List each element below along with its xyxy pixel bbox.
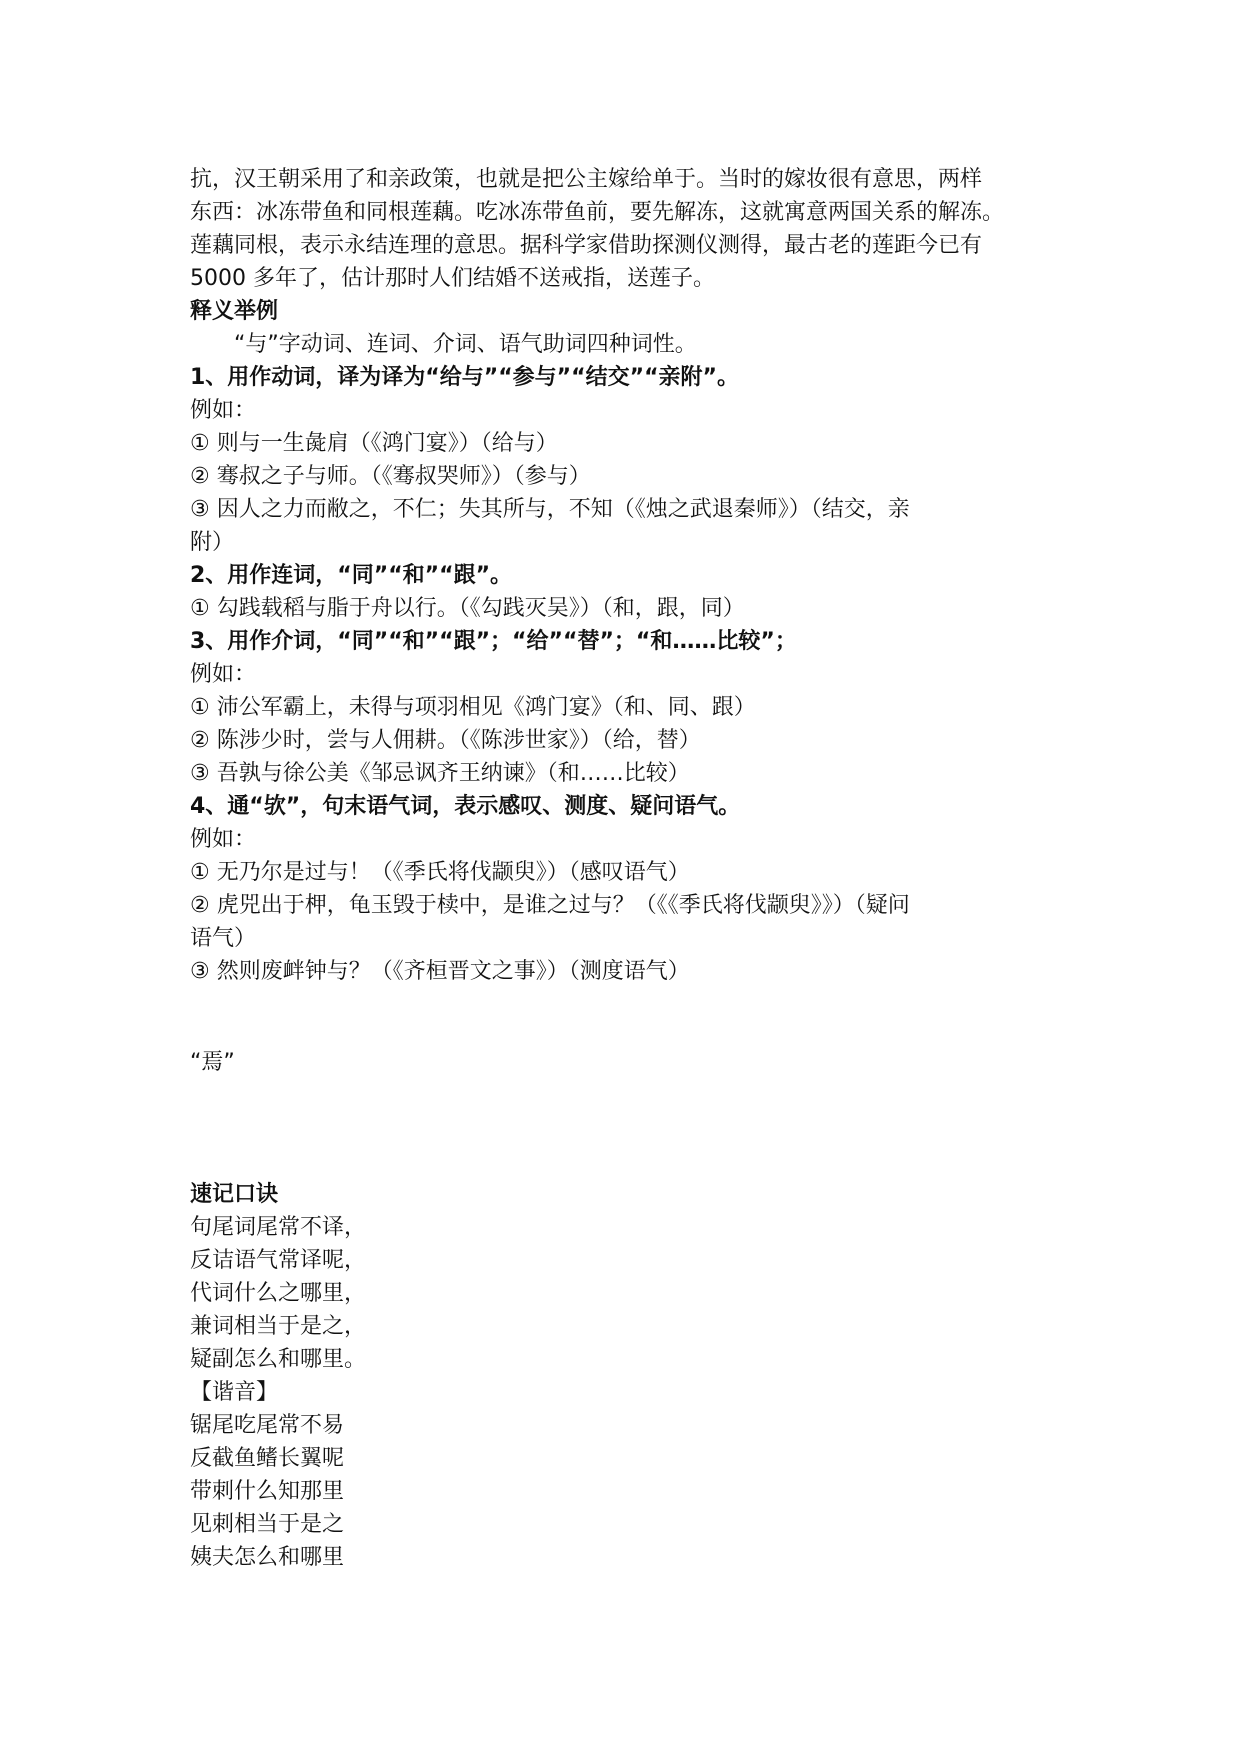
- usage-heading: 3、用作介词，“同”“和”“跟”；“给”“替”；“和……比较”；: [190, 629, 797, 654]
- example-item: ① 无乃尔是过与！（《季氏将伐颛臾》）（感叹语气）: [190, 860, 690, 885]
- homophone-label: 【谐音】: [190, 1380, 279, 1405]
- intro-line: 5000 多年了，估计那时人们结婚不送戒指，送莲子。: [190, 266, 715, 291]
- example-item: ② 虎兕出于柙，龟玉毁于椟中，是谁之过与？（《《季氏将伐颛臾》》）（疑问: [190, 893, 910, 918]
- example-label: 例如：: [190, 662, 257, 687]
- example-item: ③ 然则废衅钟与？（《齐桓晋文之事》）（测度语气）: [190, 959, 690, 984]
- example-item: ② 陈涉少时，尝与人佣耕。（《陈涉世家》）（给，替）: [190, 728, 701, 753]
- example-item: ③ 因人之力而敝之，不仁；失其所与，不知（《烛之武退秦师》）（结交，亲: [190, 497, 910, 522]
- mnemonic-line: 兼词相当于是之，: [190, 1314, 367, 1339]
- mnemonic-line: 句尾词尾常不译，: [190, 1215, 367, 1240]
- yan-heading-block: [190, 1046, 1070, 1079]
- intro-line: 抗，汉王朝采用了和亲政策，也就是把公主嫁给单于。当时的嫁妆很有意思，两样: [190, 167, 983, 192]
- example-item: ② 骞叔之子与师。（《骞叔哭师》）（参与）: [190, 464, 591, 489]
- example-item: ③ 吾孰与徐公美《邹忌讽齐王纳谏》（和……比较）: [190, 761, 690, 786]
- mnemonic-line: 疑副怎么和哪里。: [190, 1347, 367, 1372]
- mnemonic-line: 反诘语气常译呢，: [190, 1248, 367, 1273]
- usage-heading: 1、用作动词，译为译为“给与”“参与”“结交”“亲附”。: [190, 365, 739, 390]
- usage-heading: 4、通“欤”，句末语气词，表示感叹、测度、疑问语气。: [190, 794, 741, 819]
- homophone-line: 姨夫怎么和哪里: [190, 1545, 345, 1570]
- example-item: ① 则与一生彘肩（《鸿门宴》）（给与）: [190, 431, 558, 456]
- intro-line: 东西：冰冻带鱼和同根莲藕。吃冰冻带鱼前，要先解冻，这就寓意两国关系的解冻。: [190, 200, 1005, 225]
- mnemonic-section: [190, 1178, 1070, 1574]
- usage-heading: 2、用作连词，“同”“和”“跟”。: [190, 563, 513, 588]
- example-label: 例如：: [190, 827, 257, 852]
- mnemonic-title: 速记口诀: [190, 1182, 279, 1207]
- example-item: 附）: [190, 530, 235, 555]
- summary-text: “与”字动词、连词、介词、语气助词四种词性。: [234, 332, 697, 357]
- section-title: 释义举例: [190, 299, 279, 324]
- definitions-section: [190, 295, 1070, 988]
- homophone-line: 锯尾吃尾常不易: [190, 1413, 345, 1438]
- mnemonic-line: 代词什么之哪里，: [190, 1281, 367, 1306]
- intro-line: 莲藕同根，表示永结连理的意思。据科学家借助探测仪测得，最古老的莲距今已有: [190, 233, 983, 258]
- homophone-line: 带刺什么知那里: [190, 1479, 345, 1504]
- example-item: ① 沛公军霸上，未得与项羽相见《鸿门宴》（和、同、跟）: [190, 695, 756, 720]
- intro-paragraph: [190, 163, 1070, 295]
- example-item: 语气）: [190, 926, 257, 951]
- homophone-line: 见刺相当于是之: [190, 1512, 345, 1537]
- yan-title: “焉”: [190, 1050, 235, 1075]
- homophone-line: 反截鱼鳍长翼呢: [190, 1446, 345, 1471]
- example-item: ① 勾践载稻与脂于舟以行。（《勾践灭吴》）（和，跟，同）: [190, 596, 745, 621]
- example-label: 例如：: [190, 398, 257, 423]
